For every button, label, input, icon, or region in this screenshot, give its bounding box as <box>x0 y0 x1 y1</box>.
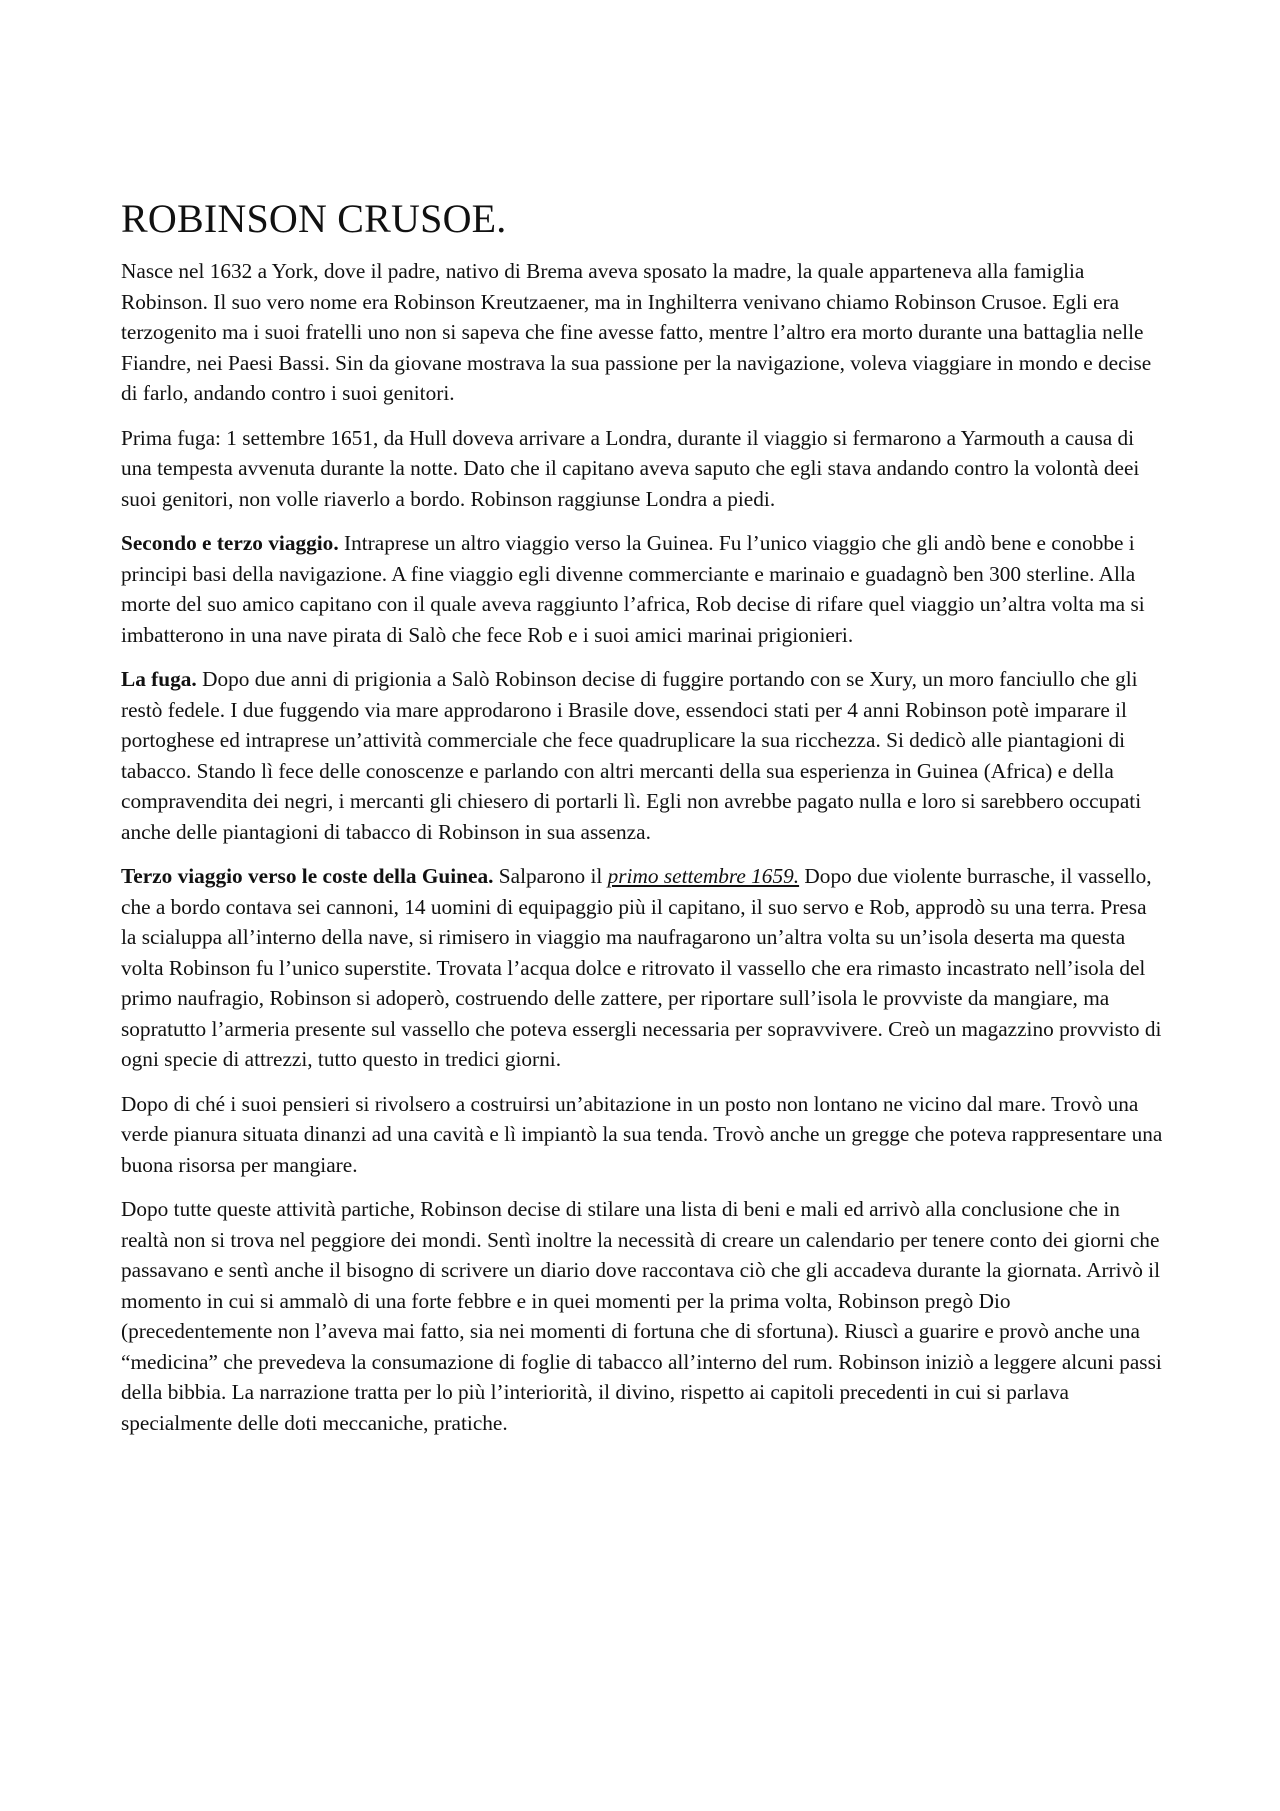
paragraph-birth <box>121 256 1166 409</box>
voyage-date: primo settembre 1659. <box>607 864 800 888</box>
paragraph-lead: La fuga. <box>121 667 197 691</box>
document-title: ROBINSON CRUSOE. <box>121 196 507 241</box>
paragraph-text: Dopo due anni di prigionia a Salò Robinson decise di fuggire portando con se Xury, un moro fanciullo che gli restò fedele. I due fuggendo via mare approdarono i Brasile dove, essendoci stati per 4 anni Robinson potè imparare il portoghese ed intraprese un’attività commerciale che fece quadruplicare la sua ricchezza. Si dedicò alle piantagioni di tabacco. Stando lì fece delle conoscenze e parlando con altri mercanti della sua esperienza in Guinea (Africa) e della compravendita dei negri, i mercanti gli chiesero di portarli lì. Egli non avrebbe pagato nulla e loro si sarebbero occupati anche delle piantagioni di tabacco di Robinson in sua assenza. <box>121 667 1142 844</box>
paragraph-text: Prima fuga: 1 settembre 1651, da Hull doveva arrivare a Londra, durante il viaggio si fermarono a Yarmouth a causa di una tempesta avvenuta durante la notte. Dato che il capitano aveva saputo che egli stava andando contro la volontà deei suoi genitori, non volle riaverlo a bordo. Robinson raggiunse Londra a piedi. <box>121 425 1140 511</box>
paragraph-second-third-voyage <box>121 528 1166 650</box>
paragraph-text: Dopo di ché i suoi pensieri si rivolsero a costruirsi un’abitazione in un posto non lontano ne vicino dal mare. Trovò una verde pianura situata dinanzi ad una cavità e lì impiantò la sua tenda. Trovò anche un gregge che poteva rappresentare una buona risorsa per mangiare. <box>121 1091 1163 1177</box>
paragraph-lead: Terzo viaggio verso le coste della Guinea. <box>121 864 494 888</box>
paragraph-lead: Secondo e terzo viaggio. <box>121 531 339 555</box>
paragraph-pre-text: Salparono il <box>493 864 608 888</box>
document-page <box>121 196 1166 1452</box>
paragraph-text: Nasce nel 1632 a York, dove il padre, nativo di Brema aveva sposato la madre, la quale apparteneva alla famiglia Robinson. Il suo vero nome era Robinson Kreutzaener, ma in Inghilterra venivano chiamo Robinson Crusoe. Egli era terzogenito ma i suoi fratelli uno non si sapeva che fine avesse fatto, mentre l’altro era morto durante una battaglia nelle Fiandre, nei Paesi Bassi. Sin da giovane mostrava la sua passione per la navigazione, voleva viaggiare in mondo e decise di farlo, andando contro i suoi genitori. <box>121 259 1152 405</box>
paragraph-first-escape <box>121 423 1166 515</box>
paragraph-text: Intraprese un altro viaggio verso la Guinea. Fu l’unico viaggio che gli andò bene e conobbe i principi basi della navigazione. A fine viaggio egli divenne commerciante e marinaio e guadagnò ben 300 sterline. Alla morte del suo amico capitano con il quale aveva raggiunto l’africa, Rob decise di rifare quel viaggio un’altra volta ma si imbatterono in una nave pirata di Salò che fece Rob e i suoi amici marinai prigionieri. <box>121 531 1145 647</box>
paragraph-reflection <box>121 1194 1166 1438</box>
paragraph-text: Dopo due violente burrasche, il vassello, che a bordo contava sei cannoni, 14 uomini di equipaggio più il capitano, il suo servo e Rob, approdò su una terra. Presa la scialuppa all’interno della nave, si rimisero in viaggio ma naufragarono un’altra volta su un’isola deserta ma questa volta Robinson fu l’unico superstite. Trovata l’acqua dolce e ritrovato il vassello che era rimasto incastrato nell’isola del primo naufragio, Robinson si adoperò, costruendo delle zattere, per riportare sull’isola le provviste da mangiare, ma sopratutto l’armeria presente sul vassello che poteva essergli necessaria per sopravvivere. Creò un magazzino provvisto di ogni specie di attrezzi, tutto questo in tredici giorni. <box>121 864 1162 1071</box>
paragraph-the-escape <box>121 664 1166 847</box>
paragraph-guinea-voyage <box>121 861 1166 1075</box>
paragraph-text: Dopo tutte queste attività partiche, Robinson decise di stilare una lista di beni e mali ed arrivò alla conclusione che in realtà non si trova nel peggiore dei mondi. Sentì inoltre la necessità di creare un calendario per tenere conto dei giorni che passavano e sentì anche il bisogno di scrivere un diario dove raccontava ciò che gli accadeva durante la giornata. Arrivò il momento in cui si ammalò di una forte febbre e in quei momenti per la prima volta, Robinson pregò Dio (precedentemente non l’aveva mai fatto, sia nei momenti di fortuna che di sfortuna). Riuscì a guarire e provò anche una “medicina” che prevedeva la consumazione di foglie di tabacco all’interno del rum. Robinson iniziò a leggere alcuni passi della bibbia. La narrazione tratta per lo più l’interiorità, il divino, rispetto ai capitoli precedenti in cui si parlava specialmente delle doti meccaniche, pratiche. <box>121 1197 1162 1435</box>
paragraph-dwelling <box>121 1089 1166 1181</box>
